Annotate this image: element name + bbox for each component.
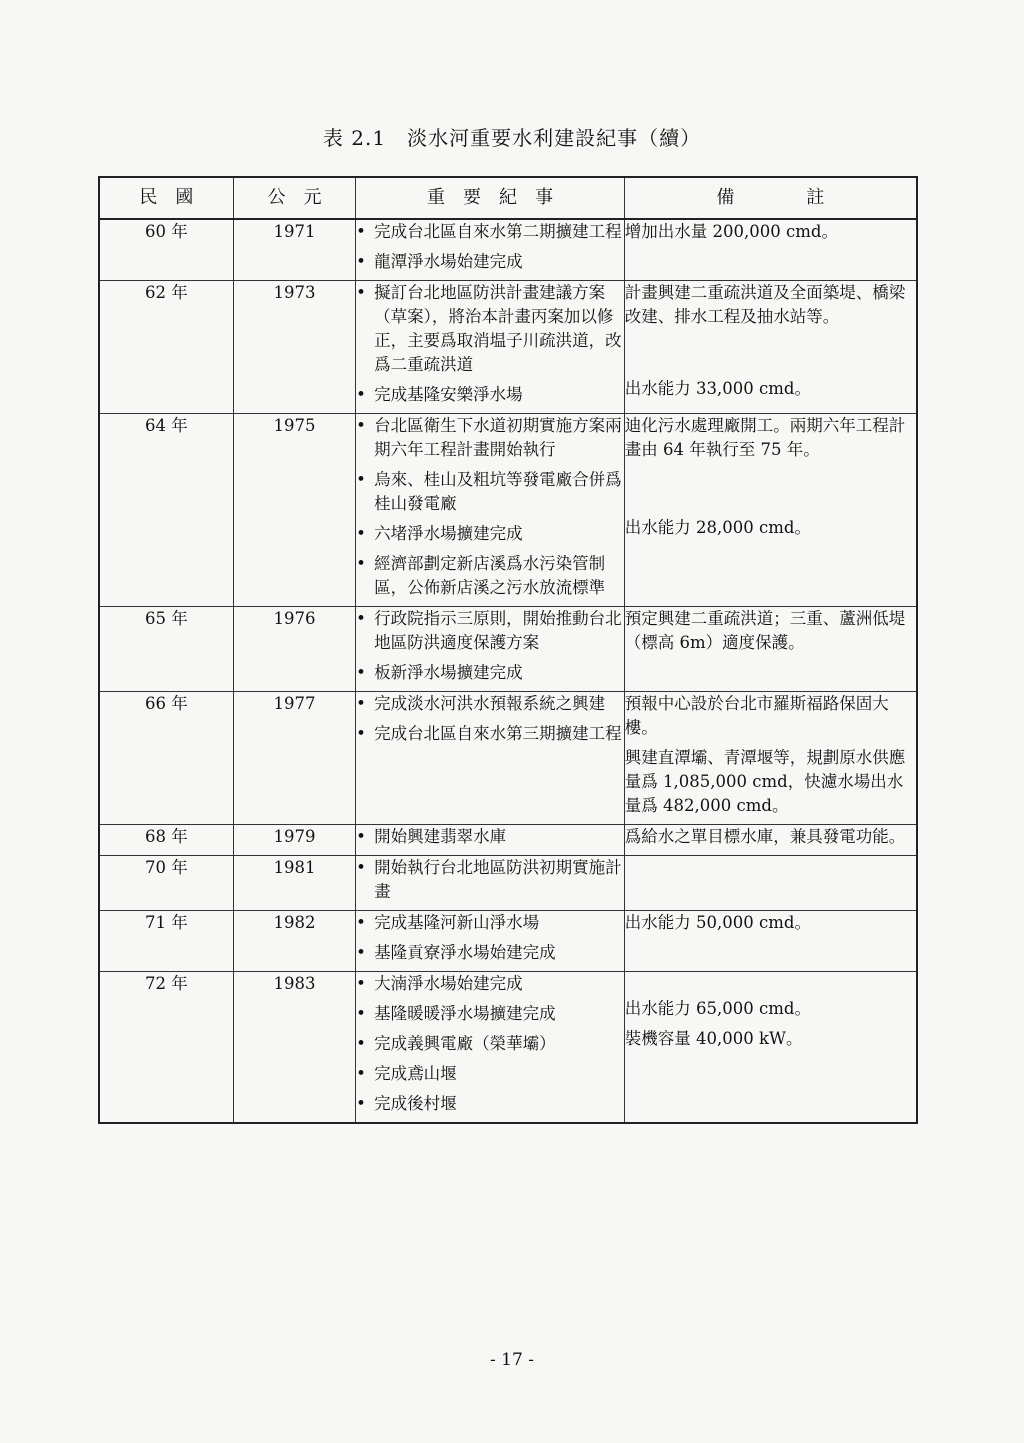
table-row <box>99 856 917 911</box>
events-cell <box>356 856 625 911</box>
event-text: 完成台北區自來水第三期擴建工程 <box>374 724 622 743</box>
ad-year-cell: 1979 <box>233 825 355 856</box>
events-table <box>98 176 918 1124</box>
header-events: 重 要 紀 事 <box>356 177 625 219</box>
bullet-icon: • <box>356 694 366 713</box>
roc-year-cell: 66 年 <box>99 692 233 825</box>
remark-text: 迪化污水處理廠開工。兩期六年工程計畫由 64 年執行至 75 年。 <box>624 416 906 459</box>
ad-year-cell: 1983 <box>233 972 355 1124</box>
event-text: 大湳淨水場始建完成 <box>374 974 523 993</box>
header-remarks: 備 註 <box>624 177 917 219</box>
ad-year-cell: 1973 <box>233 281 355 414</box>
remarks-cell <box>624 219 917 281</box>
bullet-icon: • <box>356 1064 366 1083</box>
remark-text: 增加出水量 200,000 cmd。 <box>624 222 838 241</box>
event-item <box>356 414 624 462</box>
bullet-icon: • <box>356 252 366 271</box>
remarks-cell <box>624 414 917 607</box>
remarks-cell <box>624 281 917 414</box>
table-header-row <box>99 177 917 219</box>
remarks-cell <box>624 825 917 856</box>
roc-year-cell: 64 年 <box>99 414 233 607</box>
remark-text: 出水能力 65,000 cmd。 <box>624 998 811 1018</box>
event-text: 完成淡水河洪水預報系統之興建 <box>374 694 606 713</box>
events-cell <box>356 607 625 692</box>
bullet-icon: • <box>356 283 366 302</box>
remarks-cell <box>624 607 917 692</box>
bullet-icon: • <box>356 1094 366 1113</box>
table-caption: 表 2.1 淡水河重要水利建設紀事（續） <box>322 126 702 150</box>
remark-text: 裝機容量 40,000 kW。 <box>624 1028 803 1048</box>
event-item <box>356 552 624 600</box>
event-item <box>356 1032 624 1056</box>
event-text: 台北區衛生下水道初期實施方案兩期六年工程計畫開始執行 <box>374 416 622 459</box>
remark-text: 出水能力 28,000 cmd。 <box>624 518 811 537</box>
roc-year-cell: 60 年 <box>99 219 233 281</box>
bullet-icon: • <box>356 524 366 543</box>
header-roc: 民 國 <box>99 177 233 219</box>
event-text: 開始執行台北地區防洪初期實施計畫 <box>374 858 622 901</box>
roc-year-cell: 62 年 <box>99 281 233 414</box>
remark-text: 出水能力 33,000 cmd。 <box>624 379 811 398</box>
event-text: 完成台北區自來水第二期擴建工程 <box>374 222 622 241</box>
table-row <box>99 972 917 1124</box>
bullet-icon: • <box>356 663 366 682</box>
event-text: 完成基隆安樂淨水場 <box>374 385 523 404</box>
bullet-icon: • <box>356 470 366 489</box>
event-item <box>356 1092 624 1116</box>
table-row <box>99 911 917 972</box>
roc-year-cell: 65 年 <box>99 607 233 692</box>
events-cell <box>356 281 625 414</box>
bullet-icon: • <box>356 913 366 932</box>
event-text: 完成基隆河新山淨水場 <box>374 913 540 932</box>
event-text: 完成鳶山堰 <box>374 1064 457 1083</box>
bullet-icon: • <box>356 974 366 993</box>
remark-text: 爲給水之單目標水庫，兼具發電功能。 <box>624 827 906 846</box>
table-row <box>99 607 917 692</box>
remarks-cell <box>624 911 917 972</box>
event-text: 經濟部劃定新店溪爲水污染管制區，公佈新店溪之污水放流標準 <box>374 554 606 597</box>
roc-year-cell: 71 年 <box>99 911 233 972</box>
events-cell <box>356 972 625 1124</box>
ad-year-cell: 1981 <box>233 856 355 911</box>
remark-text: 預報中心設於台北市羅斯福路保固大樓。 <box>624 694 889 737</box>
table-body <box>99 219 917 1123</box>
remark-text: 預定興建二重疏洪道；三重、蘆洲低堤（標高 6m）適度保護。 <box>624 609 906 652</box>
bullet-icon: • <box>356 827 366 846</box>
event-text: 擬訂台北地區防洪計畫建議方案（草案），將治本計畫丙案加以修正，主要爲取消塭子川疏洪道，改爲二重疏洪道 <box>374 283 622 374</box>
remarks-cell <box>624 692 917 825</box>
event-item <box>356 220 624 244</box>
bullet-icon: • <box>356 1004 366 1023</box>
event-text: 烏來、桂山及粗坑等發電廠合併爲桂山發電廠 <box>374 470 622 513</box>
bullet-icon: • <box>356 385 366 404</box>
roc-year-cell: 68 年 <box>99 825 233 856</box>
page-number: - 17 - <box>490 1350 534 1370</box>
events-cell <box>356 219 625 281</box>
event-item <box>356 692 624 716</box>
event-text: 基隆暖暖淨水場擴建完成 <box>374 1004 556 1023</box>
event-text: 板新淨水場擴建完成 <box>374 663 523 682</box>
events-cell <box>356 414 625 607</box>
table-row <box>99 219 917 281</box>
event-text: 六堵淨水場擴建完成 <box>374 524 523 543</box>
roc-year-cell: 72 年 <box>99 972 233 1124</box>
ad-year-cell: 1977 <box>233 692 355 825</box>
event-item <box>356 281 624 377</box>
events-cell <box>356 692 625 825</box>
event-text: 基隆貢寮淨水場始建完成 <box>374 943 556 962</box>
events-cell <box>356 911 625 972</box>
event-item <box>356 522 624 546</box>
event-item <box>356 911 624 935</box>
event-item <box>356 1002 624 1026</box>
event-text: 完成義興電廠（榮華壩） <box>374 1034 556 1053</box>
bullet-icon: • <box>356 609 366 628</box>
remark-text: 出水能力 50,000 cmd。 <box>624 913 811 932</box>
ad-year-cell: 1975 <box>233 414 355 607</box>
remark-text: 興建直潭壩、青潭堰等，規劃原水供應量爲 1,085,000 cmd，快濾水場出水量爲 482,000 cmd。 <box>624 748 906 815</box>
bullet-icon: • <box>356 222 366 241</box>
event-item <box>356 468 624 516</box>
ad-year-cell: 1976 <box>233 607 355 692</box>
bullet-icon: • <box>356 416 366 435</box>
event-item <box>356 825 624 849</box>
event-text: 完成後村堰 <box>374 1094 457 1113</box>
event-item <box>356 661 624 685</box>
ad-year-cell: 1982 <box>233 911 355 972</box>
remarks-cell <box>624 972 917 1124</box>
event-item <box>356 1062 624 1086</box>
table-row <box>99 692 917 825</box>
event-item <box>356 972 624 996</box>
event-text: 行政院指示三原則，開始推動台北地區防洪適度保護方案 <box>374 609 622 652</box>
bullet-icon: • <box>356 858 366 877</box>
event-item <box>356 941 624 965</box>
header-ad: 公 元 <box>233 177 355 219</box>
event-item <box>356 607 624 655</box>
event-item <box>356 856 624 904</box>
events-cell <box>356 825 625 856</box>
table-row <box>99 281 917 414</box>
bullet-icon: • <box>356 554 366 573</box>
event-text: 龍潭淨水場始建完成 <box>374 252 523 271</box>
event-text: 開始興建翡翠水庫 <box>374 827 507 846</box>
remark-text: 計畫興建二重疏洪道及全面築堤、橋梁改建、排水工程及抽水站等。 <box>624 283 906 326</box>
event-item <box>356 722 624 746</box>
ad-year-cell: 1971 <box>233 219 355 281</box>
remarks-cell <box>624 856 917 911</box>
event-item <box>356 250 624 274</box>
bullet-icon: • <box>356 943 366 962</box>
bullet-icon: • <box>356 1034 366 1053</box>
roc-year-cell: 70 年 <box>99 856 233 911</box>
table-row <box>99 825 917 856</box>
table-row <box>99 414 917 607</box>
event-item <box>356 383 624 407</box>
bullet-icon: • <box>356 724 366 743</box>
